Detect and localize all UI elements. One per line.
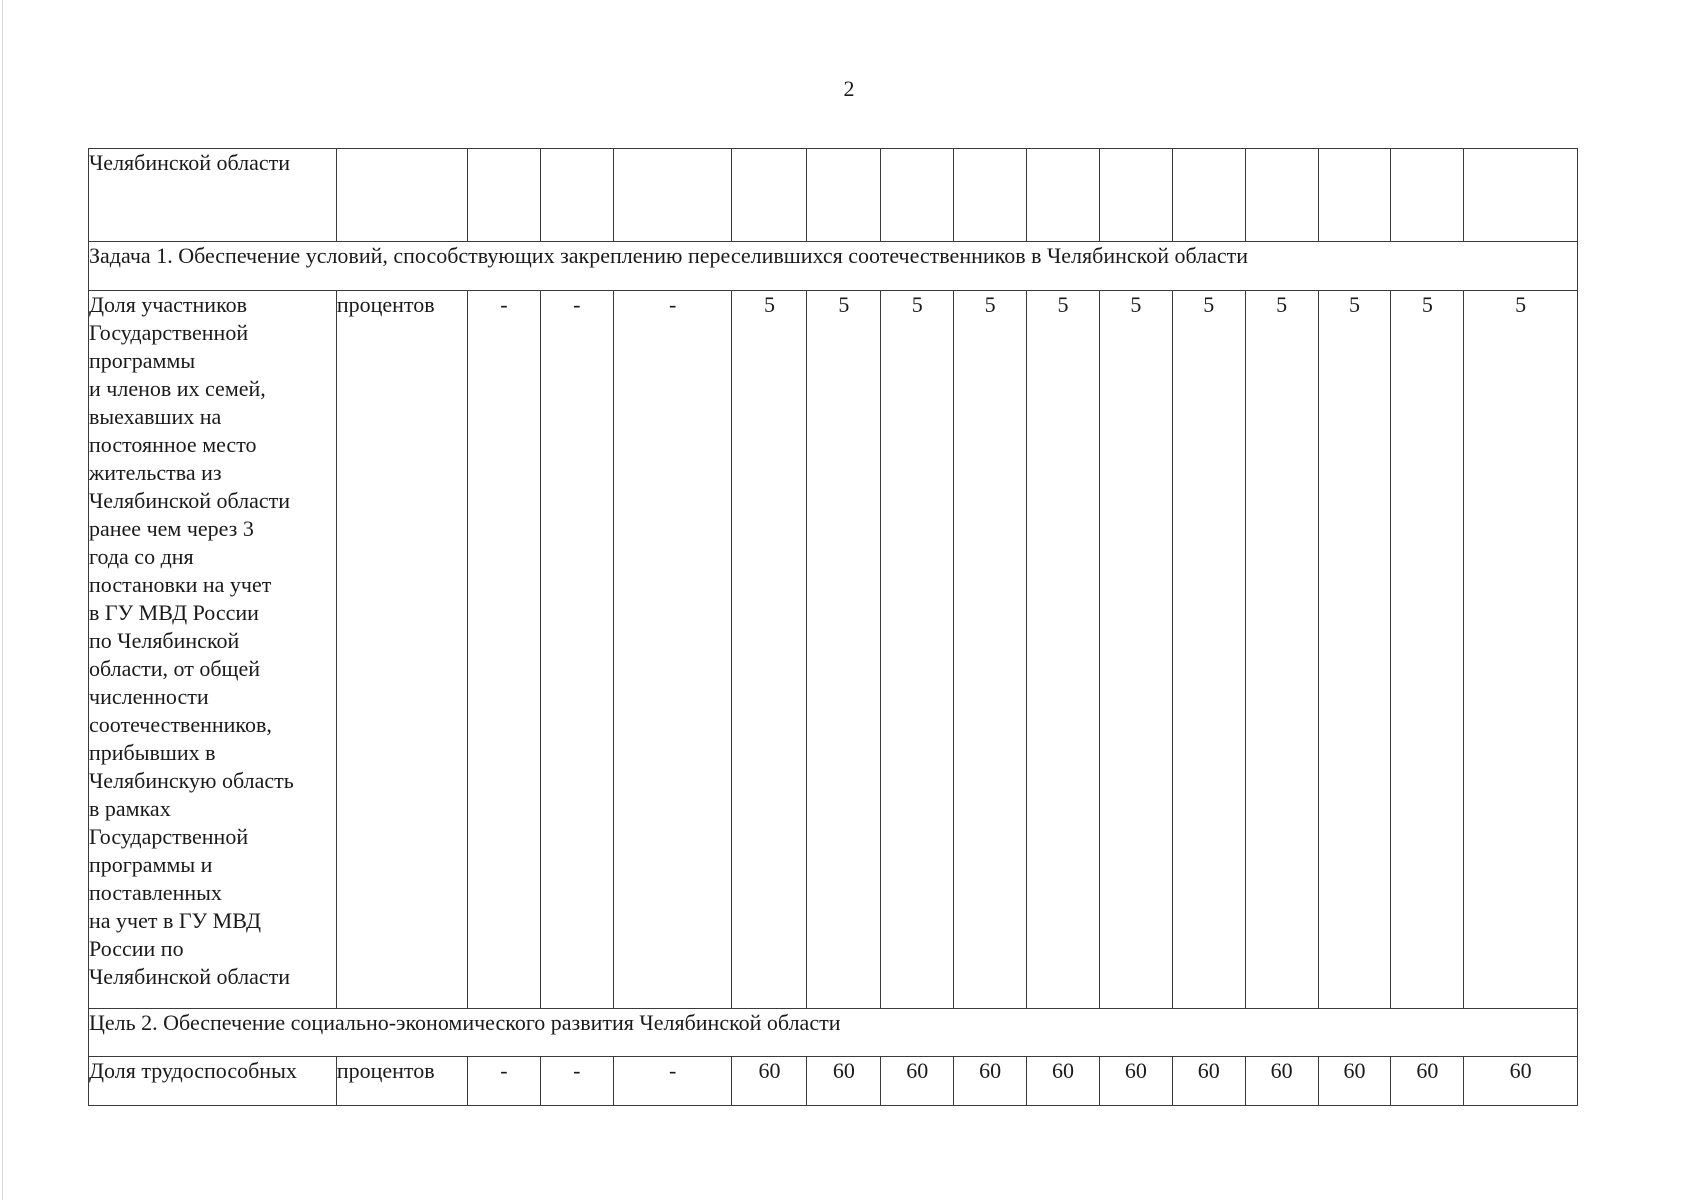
- value-cell: [1245, 149, 1318, 242]
- indicator-2-value: 60: [807, 1057, 881, 1106]
- indicator-1-name-line: ранее чем через 3: [89, 516, 254, 541]
- value-cell: [881, 149, 954, 242]
- indicator-1-name-line: постановки на учет: [89, 572, 272, 597]
- indicator-1-name-line: в ГУ МВД России: [89, 600, 259, 625]
- indicator-2-value: -: [613, 1057, 732, 1106]
- indicator-1-name-line: года со дня: [89, 544, 194, 569]
- indicator-1-value: 5: [1464, 291, 1578, 1009]
- indicator-2-unit: процентов: [336, 1057, 467, 1106]
- indicator-1-name-line: Государственной: [89, 824, 249, 849]
- value-cell: [1464, 149, 1578, 242]
- indicators-table: [88, 148, 1578, 1106]
- indicator-1-value: 5: [732, 291, 807, 1009]
- indicator-1-value: 5: [807, 291, 881, 1009]
- table-row-indicator-2: [89, 1057, 1578, 1106]
- indicator-1-name-line: Челябинской области: [89, 964, 291, 989]
- value-cell: [1318, 149, 1391, 242]
- indicator-1-name-line: поставленных: [89, 880, 222, 905]
- indicator-1-name-line: на учет в ГУ МВД: [89, 908, 262, 933]
- value-cell: [954, 149, 1027, 242]
- indicator-2-value: 60: [1391, 1057, 1464, 1106]
- table-row-goal-2: [89, 1009, 1578, 1057]
- indicator-2-value: 60: [954, 1057, 1027, 1106]
- indicator-2-value: 60: [1245, 1057, 1318, 1106]
- indicator-1-name: [89, 291, 337, 1009]
- indicator-1-value: 5: [1318, 291, 1391, 1009]
- indicator-1-value: 5: [1099, 291, 1172, 1009]
- indicator-2-value: 60: [732, 1057, 807, 1106]
- indicator-2-value: 60: [1464, 1057, 1578, 1106]
- indicator-2-value: 60: [1027, 1057, 1100, 1106]
- indicator-1-name-line: жительства из: [89, 460, 222, 485]
- indicator-1-name-line: Государственной: [89, 320, 249, 345]
- page-number: 2: [843, 76, 855, 101]
- table-row-task-1: [89, 242, 1578, 291]
- value-cell: [1391, 149, 1464, 242]
- indicator-1-name-line: соотечественников,: [89, 712, 272, 737]
- value-cell: [1027, 149, 1100, 242]
- indicator-1-name-line: Доля участников: [89, 292, 248, 317]
- task-1-heading: Задача 1. Обеспечение условий, способствующих закреплению переселившихся соотечественников в Челябинской области: [89, 242, 1578, 291]
- indicator-1-value: -: [540, 291, 613, 1009]
- indicator-1-name-line: по Челябинской: [89, 628, 240, 653]
- indicator-2-value: -: [468, 1057, 541, 1106]
- indicator-2-value: -: [540, 1057, 613, 1106]
- indicator-1-name-line: прибывших в: [89, 740, 216, 765]
- indicator-1-value: 5: [1391, 291, 1464, 1009]
- value-cell: [732, 149, 807, 242]
- indicator-2-value: 60: [881, 1057, 954, 1106]
- value-cell: [468, 149, 541, 242]
- indicator-1-unit: процентов: [336, 291, 467, 1009]
- indicator-1-name-line: России по: [89, 936, 184, 961]
- indicator-1-name-line: Челябинской области: [89, 488, 291, 513]
- value-cell: [540, 149, 613, 242]
- indicator-1-value: 5: [954, 291, 1027, 1009]
- indicator-2-value: 60: [1099, 1057, 1172, 1106]
- indicator-2-name: Доля трудоспособных: [89, 1057, 337, 1106]
- indicator-1-value: 5: [1027, 291, 1100, 1009]
- unit-cell: [336, 149, 467, 242]
- indicator-1-value: -: [613, 291, 732, 1009]
- indicator-1-name-line: программы и: [89, 852, 213, 877]
- table-row-header-continuation: [89, 149, 1578, 242]
- indicator-1-name-line: в рамках: [89, 796, 171, 821]
- value-cell: [807, 149, 881, 242]
- indicator-1-name-line: численности: [89, 684, 209, 709]
- indicator-1-value: 5: [1245, 291, 1318, 1009]
- indicator-name-cell: Челябинской области: [89, 149, 337, 242]
- indicator-1-value: -: [468, 291, 541, 1009]
- table-row-indicator-1: [89, 291, 1578, 1009]
- indicator-1-name-line: выехавших на: [89, 404, 222, 429]
- indicator-1-value: 5: [1172, 291, 1245, 1009]
- value-cell: [613, 149, 732, 242]
- indicator-2-value: 60: [1172, 1057, 1245, 1106]
- value-cell: [1172, 149, 1245, 242]
- indicator-1-name-line: программы: [89, 348, 196, 373]
- indicator-1-name-line: и членов их семей,: [89, 376, 266, 401]
- goal-2-heading: Цель 2. Обеспечение социально-экономического развития Челябинской области: [89, 1009, 1578, 1057]
- indicator-1-value: 5: [881, 291, 954, 1009]
- indicator-1-name-line: Челябинскую область: [89, 768, 294, 793]
- value-cell: [1099, 149, 1172, 242]
- indicator-2-value: 60: [1318, 1057, 1391, 1106]
- indicator-1-name-line: постоянное место: [89, 432, 257, 457]
- indicator-1-name-line: области, от общей: [89, 656, 261, 681]
- scan-edge-line: [2, 0, 3, 1200]
